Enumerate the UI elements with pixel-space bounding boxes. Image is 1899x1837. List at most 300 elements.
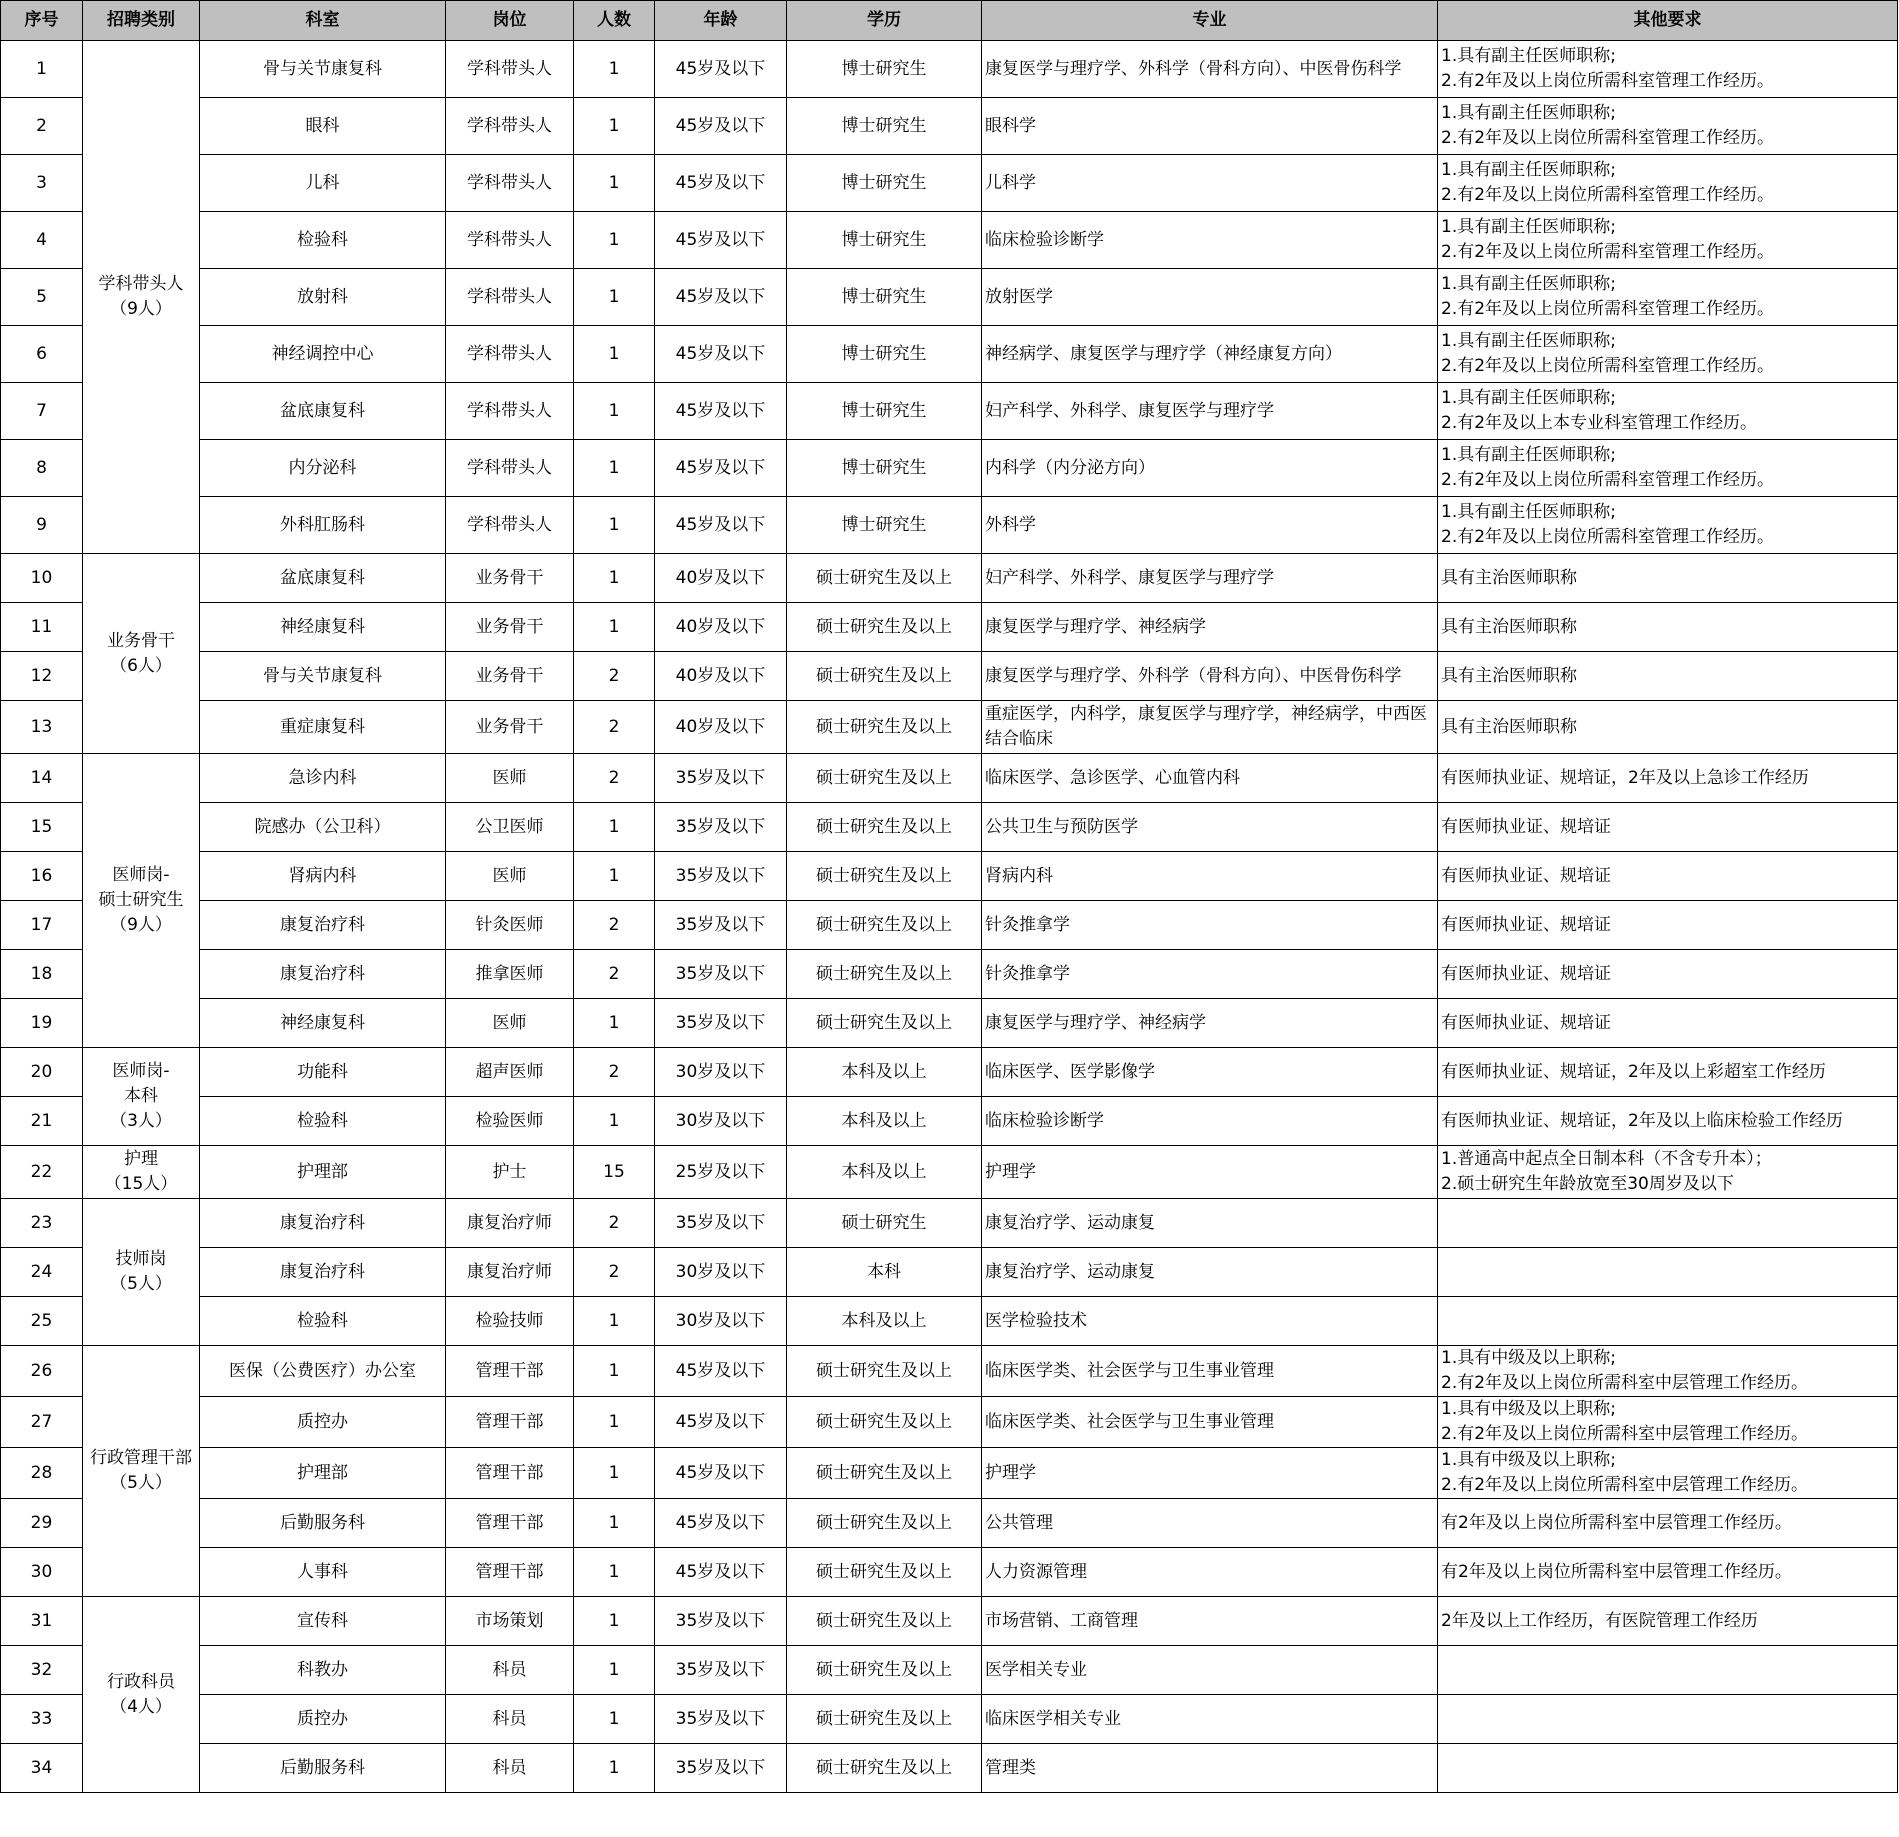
cell-count: 2: [574, 901, 655, 950]
cell-no: 11: [1, 603, 83, 652]
cell-requirements-line: 2.有2年及以上岗位所需科室中层管理工作经历。: [1441, 1475, 1809, 1495]
cell-requirements-line: 2.有2年及以上岗位所需科室管理工作经历。: [1441, 185, 1775, 205]
cell-major: [982, 383, 1438, 440]
table-row: [1, 1744, 1898, 1793]
cell-major-line: 临床医学、急诊医学、心血管内科: [985, 767, 1240, 788]
cell-dept: 院感办（公卫科）: [200, 803, 446, 852]
cell-count: 1: [574, 603, 655, 652]
cell-major: [982, 1448, 1438, 1499]
cell-no: 25: [1, 1297, 83, 1346]
cell-major-line: 医学检验技术: [985, 1310, 1087, 1331]
cell-requirements-line: 2.有2年及以上岗位所需科室中层管理工作经历。: [1441, 1373, 1809, 1393]
cell-position: 管理干部: [446, 1448, 574, 1499]
cell-requirements: [1438, 98, 1898, 155]
cell-major-line: 重症医学，内科学，康复医学与理疗学，神经病学，中西医: [985, 704, 1427, 724]
cell-requirements: [1438, 1397, 1898, 1448]
table-row: [1, 269, 1898, 326]
cell-count: 1: [574, 98, 655, 155]
cell-category: [83, 1048, 200, 1146]
cell-requirements-line: 有医师执业证、规培证，2年及以上急诊工作经历: [1441, 767, 1809, 788]
cell-age: 45岁及以下: [655, 440, 787, 497]
cell-age: 45岁及以下: [655, 1499, 787, 1548]
category-label-line: （4人）: [110, 1696, 172, 1717]
cell-count: 2: [574, 754, 655, 803]
category-label-line: 医师岗-: [112, 1061, 170, 1081]
cell-requirements-line: 有医师执业证、规培证，2年及以上临床检验工作经历: [1441, 1110, 1843, 1131]
cell-count: 1: [574, 1646, 655, 1695]
table-row: [1, 554, 1898, 603]
cell-age: 45岁及以下: [655, 212, 787, 269]
cell-requirements: [1438, 701, 1898, 754]
category-label-line: 业务骨干: [107, 630, 175, 651]
cell-major-line: 临床医学、医学影像学: [985, 1061, 1155, 1082]
cell-no: 32: [1, 1646, 83, 1695]
cell-dept: 神经调控中心: [200, 326, 446, 383]
cell-requirements-line: 2.有2年及以上岗位所需科室管理工作经历。: [1441, 128, 1775, 148]
cell-major-line: 康复治疗学、运动康复: [985, 1261, 1155, 1282]
cell-requirements: [1438, 1097, 1898, 1146]
cell-major: [982, 1199, 1438, 1248]
cell-count: 1: [574, 41, 655, 98]
cell-category: [83, 554, 200, 754]
cell-count: 2: [574, 1048, 655, 1097]
table-row: [1, 1499, 1898, 1548]
cell-requirements: [1438, 41, 1898, 98]
cell-count: 1: [574, 326, 655, 383]
cell-major: [982, 1499, 1438, 1548]
cell-requirements: [1438, 440, 1898, 497]
cell-education: 硕士研究生及以上: [787, 1499, 982, 1548]
cell-position: 学科带头人: [446, 98, 574, 155]
cell-major: [982, 1346, 1438, 1397]
table-row: [1, 803, 1898, 852]
cell-position: 超声医师: [446, 1048, 574, 1097]
cell-age: 30岁及以下: [655, 1297, 787, 1346]
cell-age: 35岁及以下: [655, 1695, 787, 1744]
cell-major-line: 结合临床: [985, 729, 1053, 749]
cell-position: 推拿医师: [446, 950, 574, 999]
cell-position: 科员: [446, 1646, 574, 1695]
cell-no: 16: [1, 852, 83, 901]
cell-position: 学科带头人: [446, 440, 574, 497]
cell-major-line: 康复治疗学、运动康复: [985, 1212, 1155, 1233]
cell-no: 7: [1, 383, 83, 440]
category-label-line: （5人）: [110, 1473, 172, 1493]
cell-count: 1: [574, 1548, 655, 1597]
cell-requirements-line: 有医师执业证、规培证: [1441, 963, 1611, 984]
cell-major-line: 临床检验诊断学: [985, 1110, 1104, 1131]
cell-count: 2: [574, 950, 655, 999]
cell-requirements: [1438, 383, 1898, 440]
cell-major: [982, 754, 1438, 803]
cell-no: 17: [1, 901, 83, 950]
cell-requirements-line: 1.具有中级及以上职称;: [1441, 1450, 1616, 1470]
cell-education: 硕士研究生及以上: [787, 701, 982, 754]
cell-no: 18: [1, 950, 83, 999]
cell-dept: 医保（公费医疗）办公室: [200, 1346, 446, 1397]
table-row: [1, 1146, 1898, 1199]
header-count: 人数: [574, 1, 655, 41]
table-row: [1, 1397, 1898, 1448]
table-row: [1, 1346, 1898, 1397]
cell-requirements: [1438, 1646, 1898, 1695]
cell-dept: 放射科: [200, 269, 446, 326]
cell-major-line: 护理学: [985, 1462, 1036, 1483]
cell-requirements-line: 有医师执业证、规培证: [1441, 816, 1611, 837]
cell-category: [83, 1146, 200, 1199]
cell-count: 1: [574, 1346, 655, 1397]
cell-no: 34: [1, 1744, 83, 1793]
cell-no: 2: [1, 98, 83, 155]
table-row: [1, 701, 1898, 754]
cell-requirements-line: 有医师执业证、规培证: [1441, 865, 1611, 886]
cell-major-line: 护理学: [985, 1161, 1036, 1182]
cell-requirements-line: 具有主治医师职称: [1441, 616, 1577, 637]
cell-position: 管理干部: [446, 1548, 574, 1597]
cell-dept: 质控办: [200, 1695, 446, 1744]
cell-requirements-line: 2.有2年及以上岗位所需科室管理工作经历。: [1441, 356, 1775, 376]
cell-major-line: 康复医学与理疗学、外科学（骨科方向）、中医骨伤科学: [985, 58, 1402, 79]
cell-count: 1: [574, 1744, 655, 1793]
cell-major-line: 人力资源管理: [985, 1561, 1087, 1582]
cell-dept: 外科肛肠科: [200, 497, 446, 554]
cell-requirements: [1438, 554, 1898, 603]
cell-position: 学科带头人: [446, 269, 574, 326]
cell-major-line: 临床医学相关专业: [985, 1708, 1121, 1729]
header-age: 年龄: [655, 1, 787, 41]
cell-count: 1: [574, 1448, 655, 1499]
cell-major: [982, 901, 1438, 950]
cell-no: 30: [1, 1548, 83, 1597]
cell-dept: 康复治疗科: [200, 1199, 446, 1248]
cell-major: [982, 497, 1438, 554]
cell-education: 本科及以上: [787, 1146, 982, 1199]
cell-count: 1: [574, 554, 655, 603]
cell-age: 40岁及以下: [655, 652, 787, 701]
cell-position: 学科带头人: [446, 497, 574, 554]
cell-no: 1: [1, 41, 83, 98]
cell-education: 博士研究生: [787, 98, 982, 155]
cell-count: 1: [574, 497, 655, 554]
cell-education: 本科: [787, 1248, 982, 1297]
cell-age: 35岁及以下: [655, 950, 787, 999]
cell-requirements: [1438, 950, 1898, 999]
cell-position: 学科带头人: [446, 41, 574, 98]
cell-requirements: [1438, 1248, 1898, 1297]
header-dept: 科室: [200, 1, 446, 41]
cell-count: 15: [574, 1146, 655, 1199]
cell-requirements-line: 1.具有副主任医师职称;: [1441, 217, 1616, 237]
cell-major: [982, 1097, 1438, 1146]
table-row: [1, 1199, 1898, 1248]
cell-major-line: 市场营销、工商管理: [985, 1610, 1138, 1631]
cell-requirements-line: 具有主治医师职称: [1441, 567, 1577, 588]
cell-education: 博士研究生: [787, 269, 982, 326]
cell-major: [982, 1597, 1438, 1646]
cell-requirements: [1438, 1448, 1898, 1499]
table-row: [1, 901, 1898, 950]
header-education: 学历: [787, 1, 982, 41]
category-label-line: （9人）: [110, 915, 172, 935]
table-row: [1, 603, 1898, 652]
cell-major: [982, 701, 1438, 754]
cell-no: 31: [1, 1597, 83, 1646]
table-row: [1, 1248, 1898, 1297]
cell-major-line: 外科学: [985, 514, 1036, 535]
cell-major: [982, 1695, 1438, 1744]
cell-no: 12: [1, 652, 83, 701]
cell-no: 21: [1, 1097, 83, 1146]
cell-age: 45岁及以下: [655, 497, 787, 554]
cell-requirements: [1438, 1597, 1898, 1646]
cell-no: 29: [1, 1499, 83, 1548]
cell-requirements-line: 2年及以上工作经历，有医院管理工作经历: [1441, 1610, 1758, 1631]
cell-major-line: 医学相关专业: [985, 1659, 1087, 1680]
cell-education: 硕士研究生及以上: [787, 999, 982, 1048]
cell-no: 6: [1, 326, 83, 383]
cell-no: 14: [1, 754, 83, 803]
table-row: [1, 1548, 1898, 1597]
cell-major-line: 眼科学: [985, 115, 1036, 136]
cell-major-line: 儿科学: [985, 172, 1036, 193]
cell-dept: 护理部: [200, 1448, 446, 1499]
cell-major: [982, 212, 1438, 269]
cell-requirements: [1438, 901, 1898, 950]
cell-no: 22: [1, 1146, 83, 1199]
cell-major-line: 管理类: [985, 1757, 1036, 1778]
header-position: 岗位: [446, 1, 574, 41]
cell-major-line: 针灸推拿学: [985, 963, 1070, 984]
cell-education: 硕士研究生: [787, 1199, 982, 1248]
cell-age: 40岁及以下: [655, 603, 787, 652]
cell-education: 硕士研究生及以上: [787, 1597, 982, 1646]
cell-requirements-line: 有医师执业证、规培证: [1441, 1012, 1611, 1033]
cell-age: 45岁及以下: [655, 41, 787, 98]
category-label-line: 本科: [124, 1086, 158, 1106]
cell-major: [982, 1744, 1438, 1793]
table-row: [1, 1448, 1898, 1499]
cell-education: 硕士研究生及以上: [787, 950, 982, 999]
cell-major: [982, 1646, 1438, 1695]
cell-requirements: [1438, 803, 1898, 852]
cell-count: 1: [574, 1597, 655, 1646]
cell-age: 30岁及以下: [655, 1048, 787, 1097]
cell-education: 博士研究生: [787, 41, 982, 98]
cell-age: 45岁及以下: [655, 1448, 787, 1499]
cell-education: 博士研究生: [787, 440, 982, 497]
cell-position: 学科带头人: [446, 155, 574, 212]
table-row: [1, 1048, 1898, 1097]
cell-requirements-line: 1.具有副主任医师职称;: [1441, 160, 1616, 180]
cell-position: 业务骨干: [446, 652, 574, 701]
cell-position: 医师: [446, 999, 574, 1048]
cell-dept: 康复治疗科: [200, 901, 446, 950]
cell-education: 本科及以上: [787, 1297, 982, 1346]
cell-age: 45岁及以下: [655, 1346, 787, 1397]
cell-major: [982, 41, 1438, 98]
cell-category: [83, 754, 200, 1048]
cell-requirements-line: 1.具有中级及以上职称;: [1441, 1399, 1616, 1419]
cell-count: 1: [574, 1397, 655, 1448]
category-label-line: 行政管理干部: [90, 1448, 192, 1468]
cell-requirements: [1438, 1744, 1898, 1793]
category-label-line: 医师岗-: [112, 865, 170, 885]
cell-requirements-line: 具有主治医师职称: [1441, 665, 1577, 686]
cell-count: 1: [574, 269, 655, 326]
cell-count: 2: [574, 1248, 655, 1297]
cell-dept: 盆底康复科: [200, 554, 446, 603]
cell-requirements-line: 1.具有副主任医师职称;: [1441, 103, 1616, 123]
cell-no: 24: [1, 1248, 83, 1297]
header-major: 专业: [982, 1, 1438, 41]
cell-major: [982, 554, 1438, 603]
cell-education: 硕士研究生及以上: [787, 901, 982, 950]
cell-major-line: 康复医学与理疗学、外科学（骨科方向）、中医骨伤科学: [985, 665, 1402, 686]
cell-count: 2: [574, 652, 655, 701]
cell-position: 管理干部: [446, 1499, 574, 1548]
cell-age: 35岁及以下: [655, 754, 787, 803]
cell-requirements: [1438, 212, 1898, 269]
cell-dept: 骨与关节康复科: [200, 652, 446, 701]
table-row: [1, 1695, 1898, 1744]
cell-requirements: [1438, 603, 1898, 652]
cell-requirements-line: 有2年及以上岗位所需科室中层管理工作经历。: [1441, 1512, 1792, 1533]
cell-major-line: 公共管理: [985, 1512, 1053, 1533]
cell-major-line: 妇产科学、外科学、康复医学与理疗学: [985, 567, 1274, 588]
cell-count: 1: [574, 383, 655, 440]
cell-position: 业务骨干: [446, 701, 574, 754]
cell-dept: 科教办: [200, 1646, 446, 1695]
cell-no: 4: [1, 212, 83, 269]
category-label-line: 护理: [124, 1149, 158, 1169]
cell-major: [982, 326, 1438, 383]
category-label-line: （6人）: [110, 655, 172, 676]
cell-age: 35岁及以下: [655, 1646, 787, 1695]
cell-position: 科员: [446, 1744, 574, 1793]
cell-education: 硕士研究生及以上: [787, 754, 982, 803]
cell-no: 20: [1, 1048, 83, 1097]
cell-major-line: 内科学（内分泌方向）: [985, 457, 1155, 478]
cell-dept: 神经康复科: [200, 999, 446, 1048]
cell-no: 9: [1, 497, 83, 554]
cell-major: [982, 999, 1438, 1048]
cell-major: [982, 603, 1438, 652]
cell-education: 博士研究生: [787, 212, 982, 269]
cell-position: 学科带头人: [446, 383, 574, 440]
cell-requirements: [1438, 1346, 1898, 1397]
cell-category: [83, 41, 200, 554]
cell-requirements-line: 1.具有副主任医师职称;: [1441, 388, 1616, 408]
cell-age: 35岁及以下: [655, 803, 787, 852]
cell-position: 检验医师: [446, 1097, 574, 1146]
cell-requirements-line: 2.有2年及以上岗位所需科室管理工作经历。: [1441, 470, 1775, 490]
cell-position: 科员: [446, 1695, 574, 1744]
cell-no: 15: [1, 803, 83, 852]
cell-count: 1: [574, 803, 655, 852]
cell-dept: 检验科: [200, 1297, 446, 1346]
cell-dept: 盆底康复科: [200, 383, 446, 440]
cell-requirements: [1438, 1297, 1898, 1346]
cell-age: 35岁及以下: [655, 999, 787, 1048]
cell-major-line: 康复医学与理疗学、神经病学: [985, 616, 1206, 637]
table-row: [1, 1646, 1898, 1695]
cell-major-line: 公共卫生与预防医学: [985, 816, 1138, 837]
cell-requirements-line: 有2年及以上岗位所需科室中层管理工作经历。: [1441, 1561, 1792, 1582]
cell-requirements: [1438, 999, 1898, 1048]
cell-position: 护士: [446, 1146, 574, 1199]
cell-count: 1: [574, 999, 655, 1048]
cell-dept: 骨与关节康复科: [200, 41, 446, 98]
cell-major: [982, 852, 1438, 901]
cell-count: 1: [574, 212, 655, 269]
cell-education: 硕士研究生及以上: [787, 554, 982, 603]
cell-requirements: [1438, 1499, 1898, 1548]
cell-dept: 检验科: [200, 1097, 446, 1146]
cell-requirements: [1438, 754, 1898, 803]
table-row: [1, 212, 1898, 269]
cell-requirements: [1438, 1199, 1898, 1248]
table-row: [1, 1297, 1898, 1346]
cell-category: [83, 1597, 200, 1793]
cell-education: 本科及以上: [787, 1048, 982, 1097]
cell-requirements-line: 2.有2年及以上岗位所需科室管理工作经历。: [1441, 71, 1775, 91]
cell-age: 30岁及以下: [655, 1248, 787, 1297]
cell-age: 45岁及以下: [655, 155, 787, 212]
cell-major: [982, 1248, 1438, 1297]
table-row: [1, 950, 1898, 999]
cell-major-line: 康复医学与理疗学、神经病学: [985, 1012, 1206, 1033]
cell-age: 30岁及以下: [655, 1097, 787, 1146]
cell-no: 8: [1, 440, 83, 497]
cell-major: [982, 1297, 1438, 1346]
cell-education: 本科及以上: [787, 1097, 982, 1146]
cell-education: 硕士研究生及以上: [787, 1397, 982, 1448]
cell-education: 硕士研究生及以上: [787, 1548, 982, 1597]
cell-position: 学科带头人: [446, 212, 574, 269]
cell-requirements-line: 1.具有副主任医师职称;: [1441, 502, 1616, 522]
table-row: [1, 98, 1898, 155]
cell-position: 康复治疗师: [446, 1248, 574, 1297]
cell-requirements-line: 2.有2年及以上本专业科室管理工作经历。: [1441, 413, 1758, 433]
cell-no: 10: [1, 554, 83, 603]
table-row: [1, 652, 1898, 701]
cell-major: [982, 1146, 1438, 1199]
cell-requirements-line: 1.具有副主任医师职称;: [1441, 274, 1616, 294]
cell-age: 25岁及以下: [655, 1146, 787, 1199]
cell-requirements: [1438, 652, 1898, 701]
cell-dept: 质控办: [200, 1397, 446, 1448]
header-no: 序号: [1, 1, 83, 41]
cell-education: 硕士研究生及以上: [787, 1346, 982, 1397]
cell-dept: 检验科: [200, 212, 446, 269]
cell-count: 1: [574, 155, 655, 212]
cell-requirements-line: 1.具有副主任医师职称;: [1441, 331, 1616, 351]
cell-major-line: 临床医学类、社会医学与卫生事业管理: [985, 1411, 1274, 1432]
header-requirements: 其他要求: [1438, 1, 1898, 41]
cell-major: [982, 269, 1438, 326]
cell-age: 35岁及以下: [655, 1199, 787, 1248]
table-row: [1, 999, 1898, 1048]
table-row: [1, 326, 1898, 383]
table-row: [1, 497, 1898, 554]
cell-requirements-line: 具有主治医师职称: [1441, 716, 1577, 737]
category-label-line: （15人）: [104, 1174, 178, 1194]
cell-no: 27: [1, 1397, 83, 1448]
cell-major-line: 神经病学、康复医学与理疗学（神经康复方向）: [985, 343, 1342, 364]
cell-age: 35岁及以下: [655, 1597, 787, 1646]
cell-major-line: 临床检验诊断学: [985, 229, 1104, 250]
category-label-line: （3人）: [110, 1111, 172, 1131]
